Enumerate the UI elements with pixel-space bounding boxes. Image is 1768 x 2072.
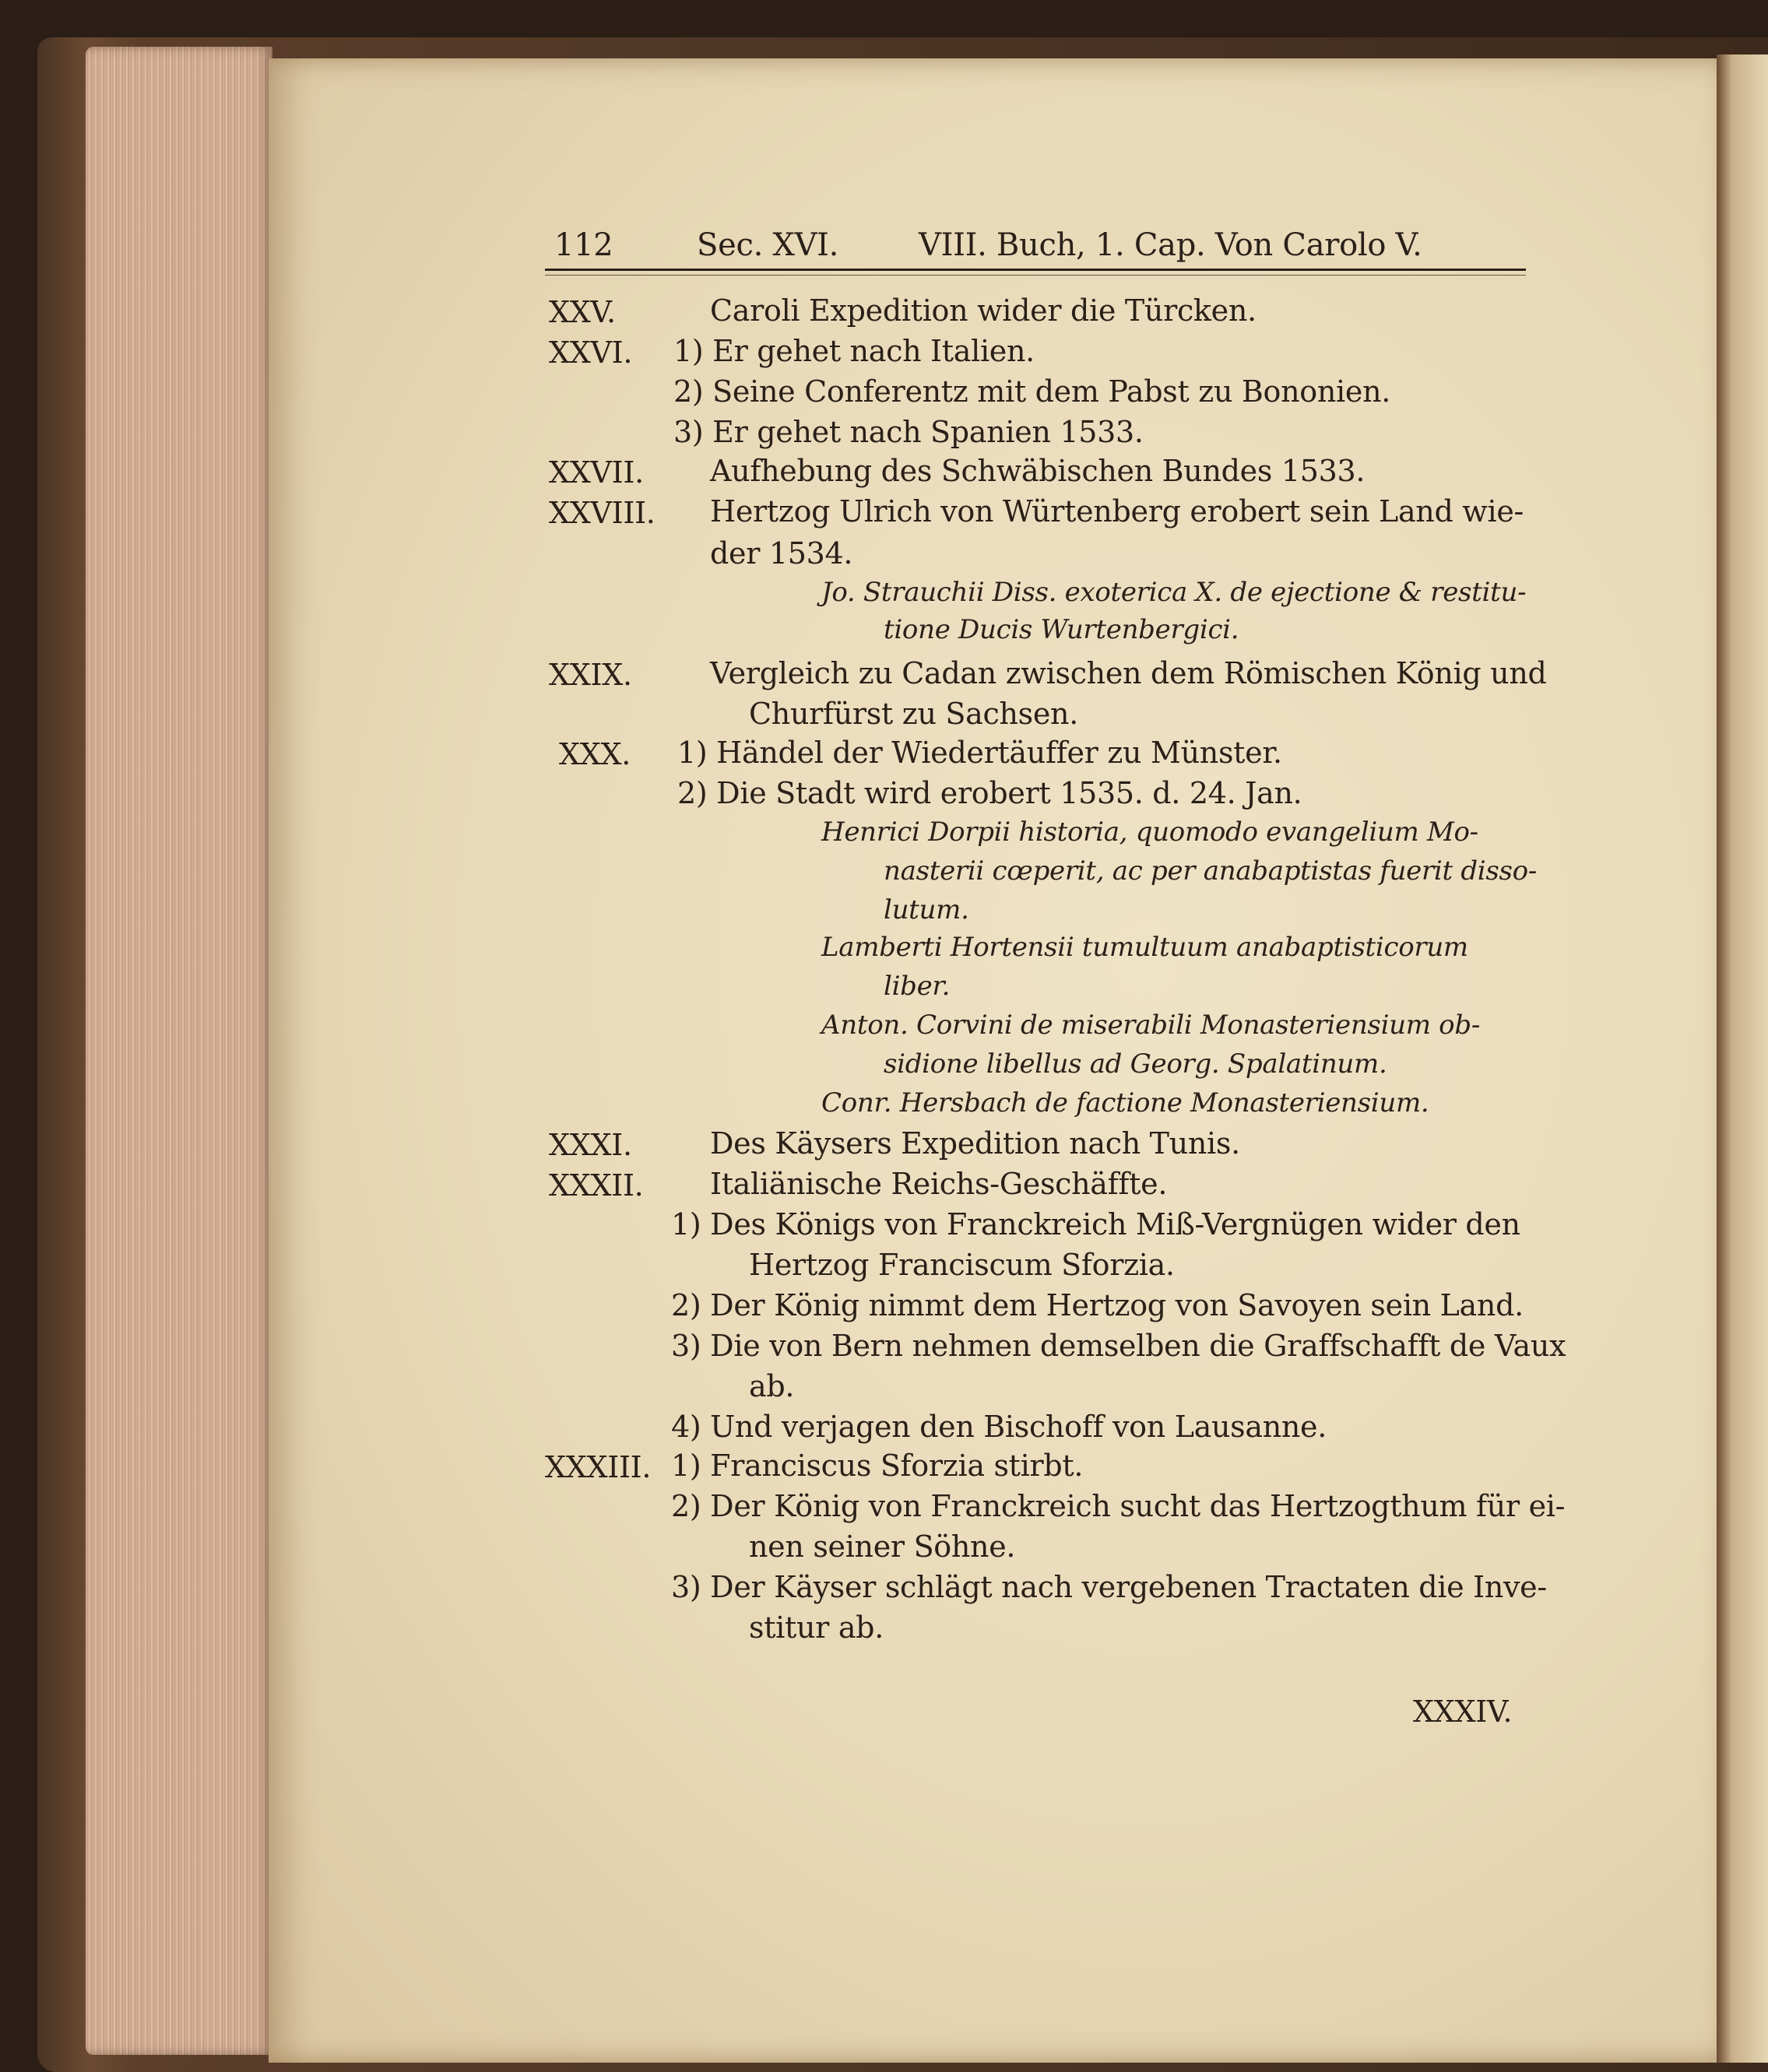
text-line: 2) Seine Conferentz mit dem Pabst zu Bononien. [673, 374, 1391, 409]
text-line: stitur ab. [749, 1610, 884, 1645]
citation-line: nasterii cœperit, ac per anabaptistas fuerit disso- [884, 855, 1538, 887]
section-number: XXX. [559, 737, 631, 771]
text-line: Caroli Expedition wider die Türcken. [710, 293, 1257, 328]
citation-line: Anton. Corvini de miserabili Monasteriensium ob- [821, 1010, 1481, 1041]
text-line: Aufhebung des Schwäbischen Bundes 1533. [710, 454, 1366, 488]
citation-line: Conr. Hersbach de factione Monasteriensium. [821, 1087, 1429, 1119]
header-rule-thin [545, 275, 1526, 276]
section-number: XXIX. [549, 658, 632, 692]
citation-line: Henrici Dorpii historia, quomodo evangelium Mo- [821, 817, 1478, 848]
section-number: XXXIII. [545, 1450, 652, 1484]
text-line: 3) Der Käyser schlägt nach vergebenen Tractaten die Inve- [671, 1570, 1547, 1604]
text-line: Hertzog Franciscum Sforzia. [749, 1248, 1175, 1282]
section-number: XXVIII. [549, 496, 656, 530]
text-line: 1) Des Königs von Franckreich Miß-Vergnügen wider den [671, 1207, 1520, 1241]
section-label: Sec. XVI. [697, 227, 839, 263]
text-line: 1) Franciscus Sforzia stirbt. [671, 1449, 1084, 1483]
text-line: 2) Die Stadt wird erobert 1535. d. 24. Jan. [677, 776, 1302, 810]
text-line: Churfürst zu Sachsen. [749, 697, 1079, 731]
citation-line: Jo. Strauchii Diss. exoterica X. de ejectione & restitu- [821, 577, 1527, 608]
text-line: 1) Er gehet nach Italien. [673, 334, 1035, 368]
section-number: XXXII. [549, 1168, 644, 1203]
text-line: Italiänische Reichs-Geschäffte. [710, 1167, 1168, 1201]
citation-line: tione Ducis Wurtenbergici. [884, 614, 1239, 645]
text-line: 3) Er gehet nach Spanien 1533. [673, 415, 1144, 449]
header-rule [545, 269, 1526, 271]
text-line: Vergleich zu Cadan zwischen dem Römischen König und [710, 656, 1547, 690]
text-line: nen seiner Söhne. [749, 1529, 1016, 1564]
page-edges [86, 47, 272, 2055]
text-line: der 1534. [710, 536, 853, 571]
text-line: Des Käysers Expedition nach Tunis. [710, 1126, 1240, 1161]
text-line: 2) Der König nimmt dem Hertzog von Savoyen sein Land. [671, 1288, 1524, 1322]
text-line: ab. [749, 1369, 795, 1403]
text-line: 4) Und verjagen den Bischoff von Lausanne. [671, 1410, 1327, 1444]
citation-line: sidione libellus ad Georg. Spalatinum. [884, 1048, 1387, 1080]
text-line: 2) Der König von Franckreich sucht das Hertzogthum für ei- [671, 1489, 1566, 1523]
text-line: Hertzog Ulrich von Würtenberg erobert sein Land wie- [710, 494, 1524, 529]
page-number: 112 [554, 227, 613, 263]
citation-line: Lamberti Hortensii tumultuum anabaptisticorum [821, 932, 1468, 963]
text-line: 3) Die von Bern nehmen demselben die Graffschafft de Vaux [671, 1329, 1566, 1363]
citation-line: lutum. [884, 894, 969, 925]
section-number: XXVII. [549, 455, 644, 490]
text-line: 1) Händel der Wiedertäuffer zu Münster. [677, 736, 1282, 770]
facing-page-edge [1717, 54, 1768, 2063]
chapter-title: VIII. Buch, 1. Cap. Von Carolo V. [919, 227, 1422, 263]
section-number: XXXI. [549, 1128, 632, 1162]
catchword: XXXIV. [1413, 1694, 1513, 1729]
section-number: XXV. [549, 295, 616, 329]
section-number: XXVI. [549, 335, 633, 370]
citation-line: liber. [884, 971, 951, 1002]
